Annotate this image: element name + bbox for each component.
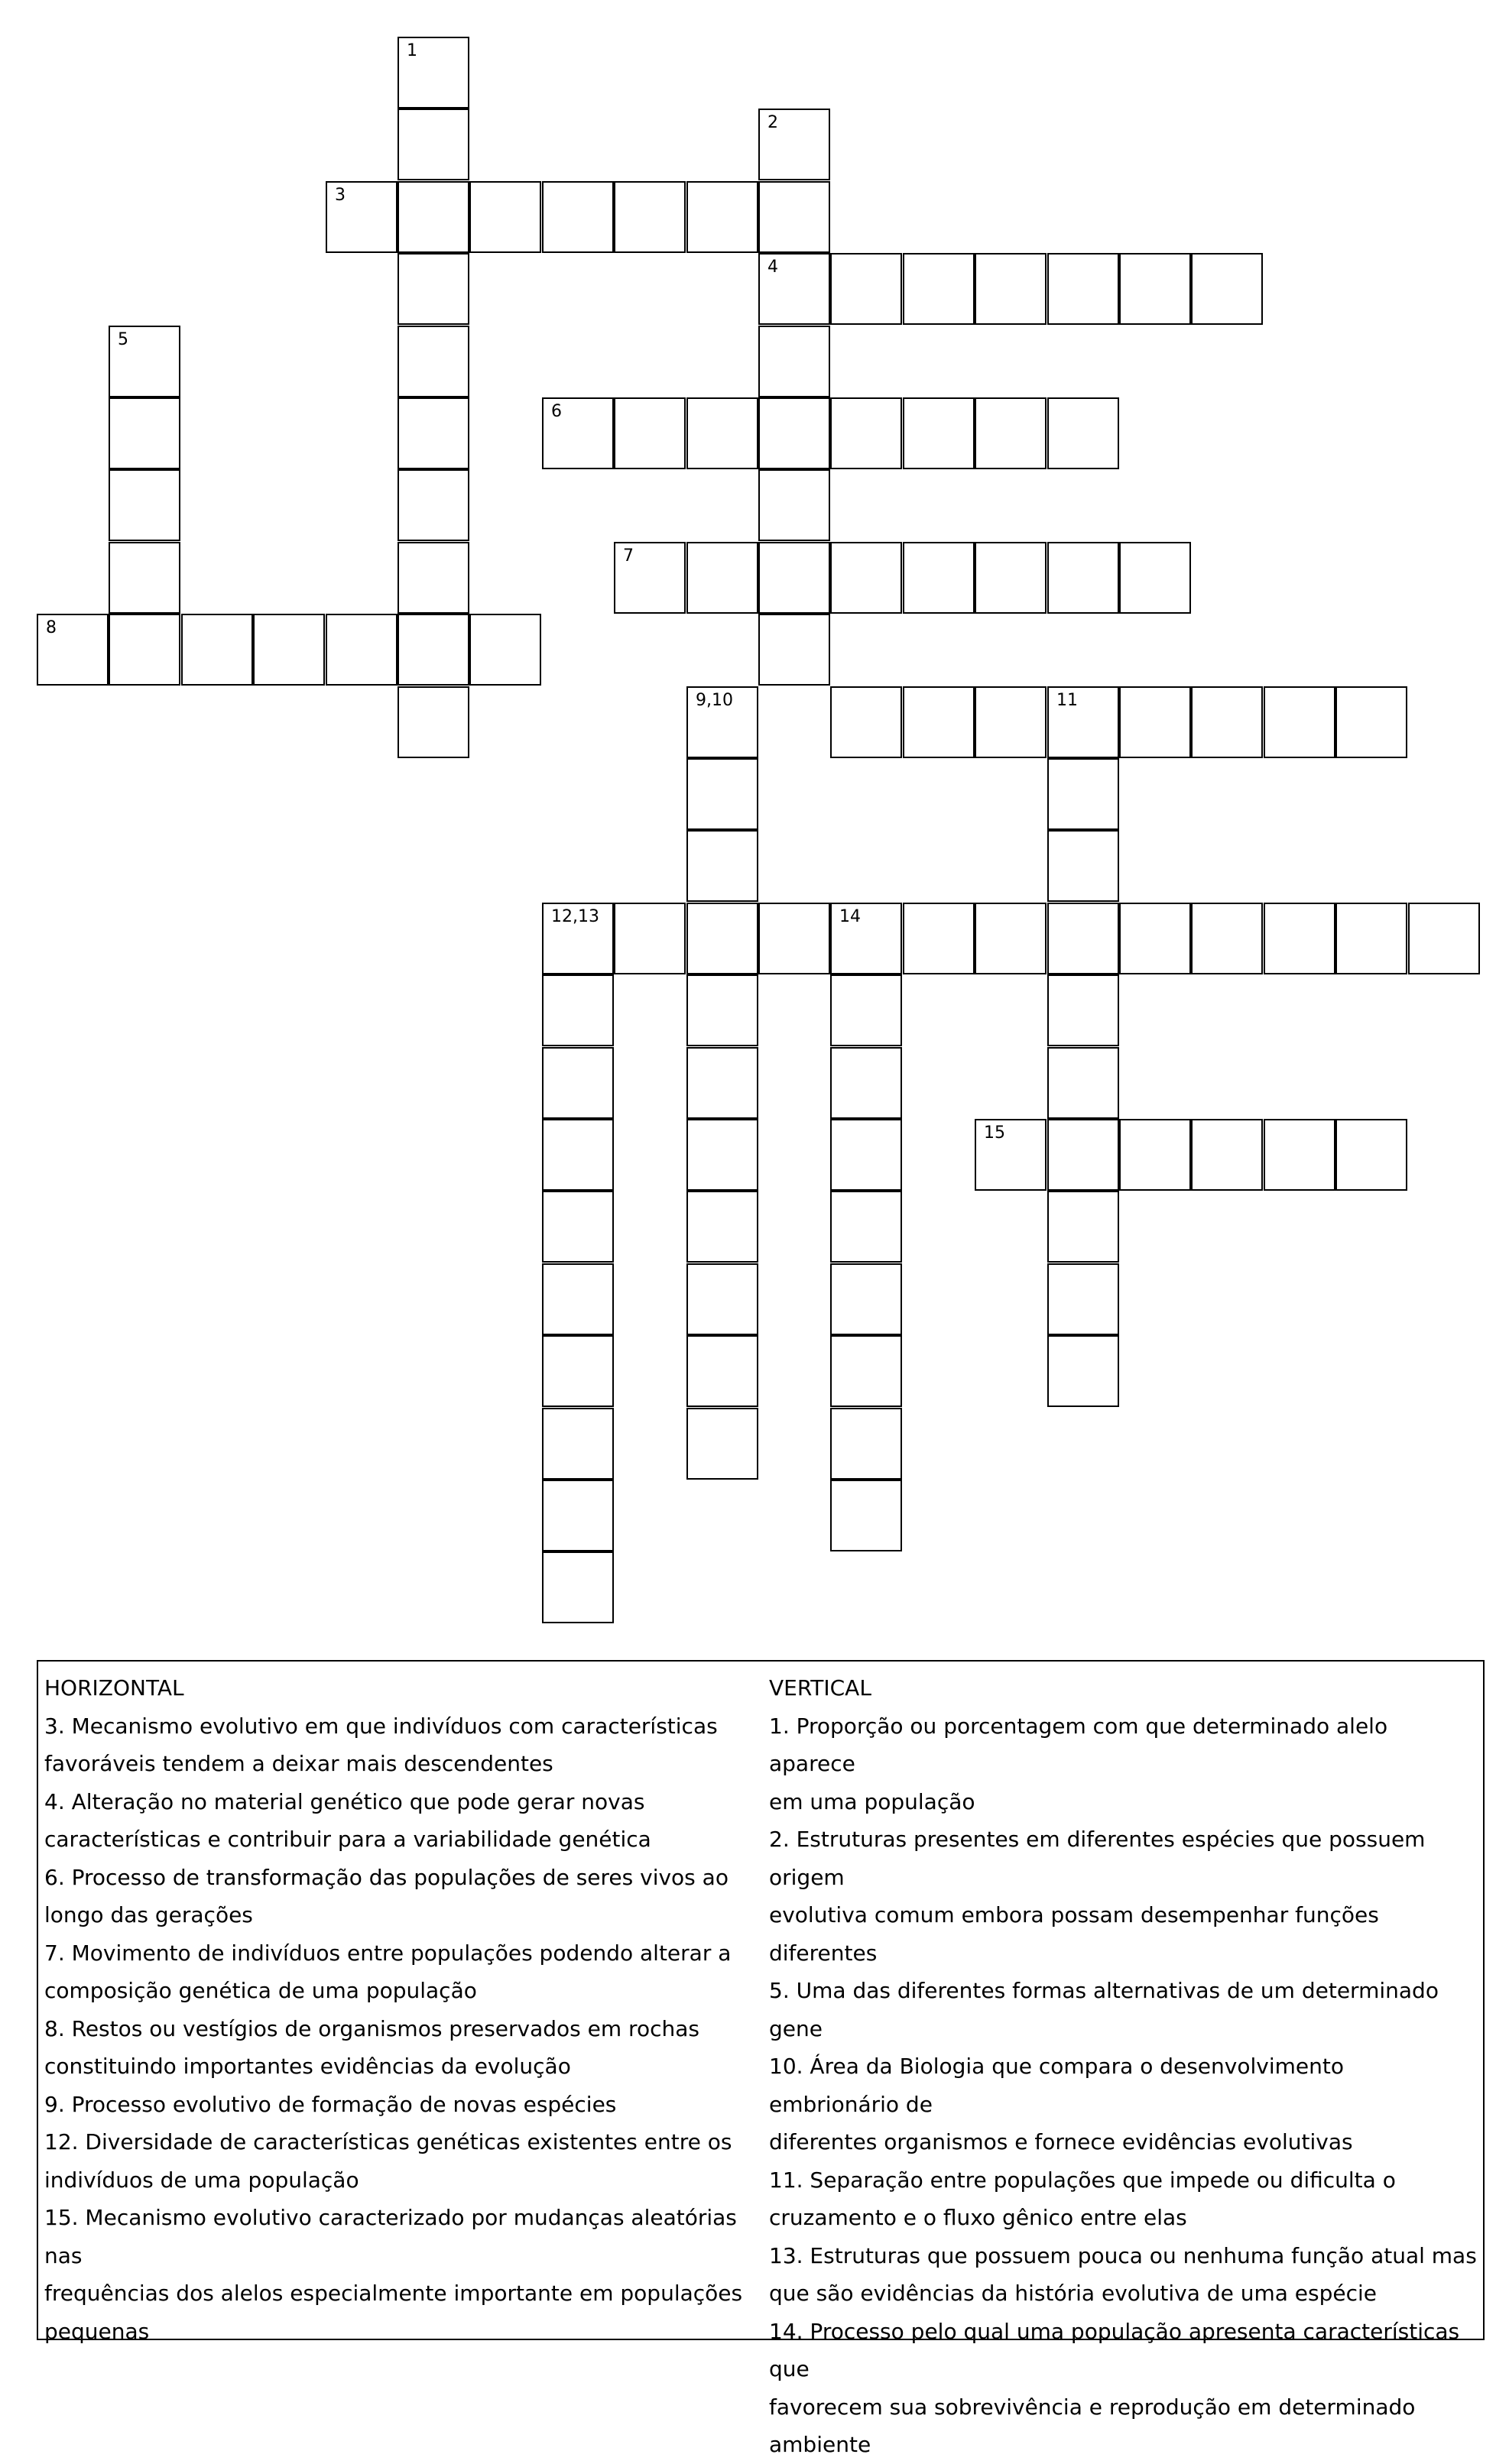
clue-line: ambiente bbox=[769, 2432, 871, 2457]
clue-heading-vertical: VERTICAL bbox=[769, 1675, 871, 1700]
grid-cell[interactable] bbox=[903, 903, 975, 974]
clue-number: 1 bbox=[407, 41, 417, 60]
grid-cell[interactable] bbox=[830, 1480, 902, 1551]
grid-cell[interactable] bbox=[398, 542, 469, 614]
grid-cell[interactable] bbox=[975, 397, 1047, 469]
grid-cell[interactable] bbox=[758, 326, 830, 397]
clue-line: composição genética de uma população bbox=[44, 1978, 477, 2003]
grid-cell[interactable] bbox=[109, 469, 180, 541]
clue-number: 9,10 bbox=[696, 691, 733, 710]
grid-cell[interactable] bbox=[830, 542, 902, 614]
clue-number: 7 bbox=[623, 546, 634, 566]
grid-cell[interactable] bbox=[830, 903, 902, 974]
grid-cell[interactable] bbox=[686, 1191, 758, 1263]
grid-cell[interactable] bbox=[1047, 830, 1119, 902]
clue-number: 5 bbox=[118, 330, 128, 349]
grid-cell[interactable] bbox=[398, 397, 469, 469]
clue-line: 6. Processo de transformação das populações de seres vivos ao bbox=[44, 1864, 729, 1890]
horizontal-clues bbox=[44, 1669, 763, 2350]
grid-cell[interactable] bbox=[758, 903, 830, 974]
grid-cell[interactable] bbox=[614, 181, 686, 253]
grid-cell[interactable] bbox=[830, 397, 902, 469]
clue-line: 14. Processo pelo qual uma população apresenta características que bbox=[769, 2318, 1460, 2381]
grid-cell[interactable] bbox=[758, 109, 830, 180]
grid-cell[interactable] bbox=[686, 542, 758, 614]
grid-cell[interactable] bbox=[1119, 542, 1191, 614]
grid-cell[interactable] bbox=[758, 181, 830, 253]
clue-number: 8 bbox=[46, 618, 57, 637]
grid-cell[interactable] bbox=[398, 469, 469, 541]
grid-cell[interactable] bbox=[253, 614, 325, 686]
grid-cell[interactable] bbox=[758, 253, 830, 325]
grid-cell[interactable] bbox=[1047, 758, 1119, 830]
grid-cell[interactable] bbox=[686, 1047, 758, 1119]
clue-line: 11. Separação entre populações que impede ou dificulta o bbox=[769, 2167, 1396, 2193]
clue-number: 15 bbox=[984, 1123, 1005, 1143]
grid-cell[interactable] bbox=[686, 903, 758, 974]
grid-cell[interactable] bbox=[830, 686, 902, 758]
clue-line: pequenas bbox=[44, 2318, 150, 2344]
grid-cell[interactable] bbox=[398, 181, 469, 253]
grid-cell[interactable] bbox=[542, 397, 614, 469]
grid-cell[interactable] bbox=[1191, 1119, 1263, 1191]
clue-line: longo das gerações bbox=[44, 1902, 253, 1927]
grid-cell[interactable] bbox=[469, 614, 541, 686]
grid-cell[interactable] bbox=[1047, 1335, 1119, 1407]
grid-cell[interactable] bbox=[1191, 253, 1263, 325]
clue-line: constituindo importantes evidências da evolução bbox=[44, 2054, 571, 2079]
grid-cell[interactable] bbox=[109, 542, 180, 614]
clue-number: 2 bbox=[767, 113, 778, 132]
grid-cell[interactable] bbox=[686, 1408, 758, 1480]
grid-cell[interactable] bbox=[975, 686, 1047, 758]
grid-cell[interactable] bbox=[614, 542, 686, 614]
grid-cell[interactable] bbox=[1191, 686, 1263, 758]
clue-line: 12. Diversidade de características genéticas existentes entre os bbox=[44, 2129, 732, 2154]
clues-box bbox=[37, 1660, 1485, 2457]
grid-cell[interactable] bbox=[181, 614, 253, 686]
grid-cell[interactable] bbox=[1335, 903, 1407, 974]
clue-number: 14 bbox=[839, 907, 861, 926]
grid-cell[interactable] bbox=[398, 686, 469, 758]
grid-cell[interactable] bbox=[1119, 253, 1191, 325]
grid-cell[interactable] bbox=[1047, 1119, 1119, 1191]
grid-cell[interactable] bbox=[830, 1191, 902, 1263]
clue-line: 8. Restos ou vestígios de organismos preservados em rochas bbox=[44, 2015, 699, 2041]
grid-cell[interactable] bbox=[542, 1408, 614, 1480]
grid-cell[interactable] bbox=[37, 614, 109, 686]
grid-cell[interactable] bbox=[975, 542, 1047, 614]
clue-heading-horizontal: HORIZONTAL bbox=[44, 1675, 184, 1700]
clue-line: 15. Mecanismo evolutivo caracterizado por mudanças aleatórias nas bbox=[44, 2205, 737, 2268]
grid-cell[interactable] bbox=[398, 109, 469, 180]
clue-line: indivíduos de uma população bbox=[44, 2167, 359, 2193]
grid-cell[interactable] bbox=[542, 1119, 614, 1191]
grid-cell[interactable] bbox=[903, 397, 975, 469]
grid-cell[interactable] bbox=[542, 1551, 614, 1623]
grid-cell[interactable] bbox=[686, 1119, 758, 1191]
grid-cell[interactable] bbox=[1264, 686, 1335, 758]
grid-cell[interactable] bbox=[1047, 253, 1119, 325]
grid-cell[interactable] bbox=[614, 903, 686, 974]
grid-cell[interactable] bbox=[975, 1119, 1047, 1191]
clue-number: 12,13 bbox=[551, 907, 599, 926]
grid-cell[interactable] bbox=[398, 253, 469, 325]
grid-cell[interactable] bbox=[830, 1263, 902, 1335]
grid-cell[interactable] bbox=[903, 253, 975, 325]
grid-cell[interactable] bbox=[758, 614, 830, 686]
grid-cell[interactable] bbox=[686, 1335, 758, 1407]
grid-cell[interactable] bbox=[686, 397, 758, 469]
grid-cell[interactable] bbox=[903, 542, 975, 614]
grid-cell[interactable] bbox=[686, 830, 758, 902]
grid-cell[interactable] bbox=[542, 903, 614, 974]
clue-line: 3. Mecanismo evolutivo em que indivíduos com características bbox=[44, 1713, 718, 1739]
grid-cell[interactable] bbox=[686, 974, 758, 1046]
grid-cell[interactable] bbox=[1047, 1047, 1119, 1119]
grid-cell[interactable] bbox=[542, 974, 614, 1046]
grid-cell[interactable] bbox=[686, 181, 758, 253]
grid-cell[interactable] bbox=[469, 181, 541, 253]
clue-line: em uma população bbox=[769, 1788, 975, 1814]
grid-cell[interactable] bbox=[830, 1335, 902, 1407]
grid-cell[interactable] bbox=[1191, 903, 1263, 974]
clue-line: que são evidências da história evolutiva de uma espécie bbox=[769, 2281, 1378, 2306]
clue-line: 9. Processo evolutivo de formação de novas espécies bbox=[44, 2091, 617, 2117]
grid-cell[interactable] bbox=[830, 974, 902, 1046]
grid-cell[interactable] bbox=[830, 1408, 902, 1480]
clue-line: 1. Proporção ou porcentagem com que determinado alelo aparece bbox=[769, 1713, 1388, 1776]
grid-cell[interactable] bbox=[1047, 903, 1119, 974]
grid-cell[interactable] bbox=[326, 614, 398, 686]
grid-cell[interactable] bbox=[109, 614, 180, 686]
grid-cell[interactable] bbox=[903, 686, 975, 758]
clue-number: 3 bbox=[335, 186, 346, 205]
grid-cell[interactable] bbox=[398, 614, 469, 686]
grid-cell[interactable] bbox=[1335, 1119, 1407, 1191]
clue-number: 6 bbox=[551, 402, 562, 421]
grid-cell[interactable] bbox=[975, 903, 1047, 974]
clue-line: características e contribuir para a variabilidade genética bbox=[44, 1827, 651, 1852]
grid-cell[interactable] bbox=[1264, 1119, 1335, 1191]
grid-cell[interactable] bbox=[758, 469, 830, 541]
grid-cell[interactable] bbox=[1119, 903, 1191, 974]
clue-line: favoráveis tendem a deixar mais descendentes bbox=[44, 1751, 553, 1776]
grid-cell[interactable] bbox=[109, 397, 180, 469]
grid-cell[interactable] bbox=[326, 181, 398, 253]
grid-cell[interactable] bbox=[542, 1480, 614, 1551]
grid-cell[interactable] bbox=[758, 397, 830, 469]
grid-cell[interactable] bbox=[686, 758, 758, 830]
grid-cell[interactable] bbox=[1119, 1119, 1191, 1191]
grid-cell[interactable] bbox=[1047, 686, 1119, 758]
clue-line: 4. Alteração no material genético que pode gerar novas bbox=[44, 1788, 645, 1814]
clue-number: 4 bbox=[767, 258, 778, 277]
clue-line: favorecem sua sobrevivência e reprodução em determinado bbox=[769, 2394, 1416, 2420]
grid-cell[interactable] bbox=[109, 326, 180, 397]
grid-cell[interactable] bbox=[975, 253, 1047, 325]
grid-cell[interactable] bbox=[1047, 1263, 1119, 1335]
grid-cell[interactable] bbox=[542, 1263, 614, 1335]
clue-line: evolutiva comum embora possam desempenhar funções diferentes bbox=[769, 1902, 1379, 1966]
grid-cell[interactable] bbox=[758, 542, 830, 614]
grid-cell[interactable] bbox=[398, 326, 469, 397]
grid-cell[interactable] bbox=[542, 1335, 614, 1407]
grid-cell[interactable] bbox=[686, 1263, 758, 1335]
grid-cell[interactable] bbox=[1335, 686, 1407, 758]
grid-cell[interactable] bbox=[1264, 903, 1335, 974]
clue-line: 10. Área da Biologia que compara o desenvolvimento embrionário de bbox=[769, 2054, 1344, 2117]
grid-cell[interactable] bbox=[542, 1191, 614, 1263]
grid-cell[interactable] bbox=[1119, 686, 1191, 758]
grid-cell[interactable] bbox=[830, 253, 902, 325]
grid-cell[interactable] bbox=[1047, 1191, 1119, 1263]
grid-cell[interactable] bbox=[542, 181, 614, 253]
grid-cell[interactable] bbox=[614, 397, 686, 469]
grid-cell[interactable] bbox=[686, 686, 758, 758]
vertical-clues bbox=[769, 1669, 1480, 2464]
grid-cell[interactable] bbox=[1408, 903, 1480, 974]
grid-cell[interactable] bbox=[1047, 542, 1119, 614]
grid-cell[interactable] bbox=[830, 1047, 902, 1119]
clue-line: 2. Estruturas presentes em diferentes espécies que possuem origem bbox=[769, 1827, 1426, 1890]
grid-cell[interactable] bbox=[1047, 974, 1119, 1046]
clue-line: 5. Uma das diferentes formas alternativas de um determinado gene bbox=[769, 1978, 1439, 2041]
clue-line: diferentes organismos e fornece evidências evolutivas bbox=[769, 2129, 1353, 2154]
grid-cell[interactable] bbox=[1047, 397, 1119, 469]
grid-cell[interactable] bbox=[830, 1119, 902, 1191]
clue-number: 11 bbox=[1056, 691, 1078, 710]
clue-line: 13. Estruturas que possuem pouca ou nenhuma função atual mas bbox=[769, 2242, 1477, 2268]
grid-cell[interactable] bbox=[398, 37, 469, 109]
grid-cell[interactable] bbox=[542, 1047, 614, 1119]
clue-line: cruzamento e o fluxo gênico entre elas bbox=[769, 2205, 1187, 2230]
clue-line: 7. Movimento de indivíduos entre populações podendo alterar a bbox=[44, 1940, 732, 1966]
clue-line: frequências dos alelos especialmente importante em populações bbox=[44, 2281, 743, 2306]
